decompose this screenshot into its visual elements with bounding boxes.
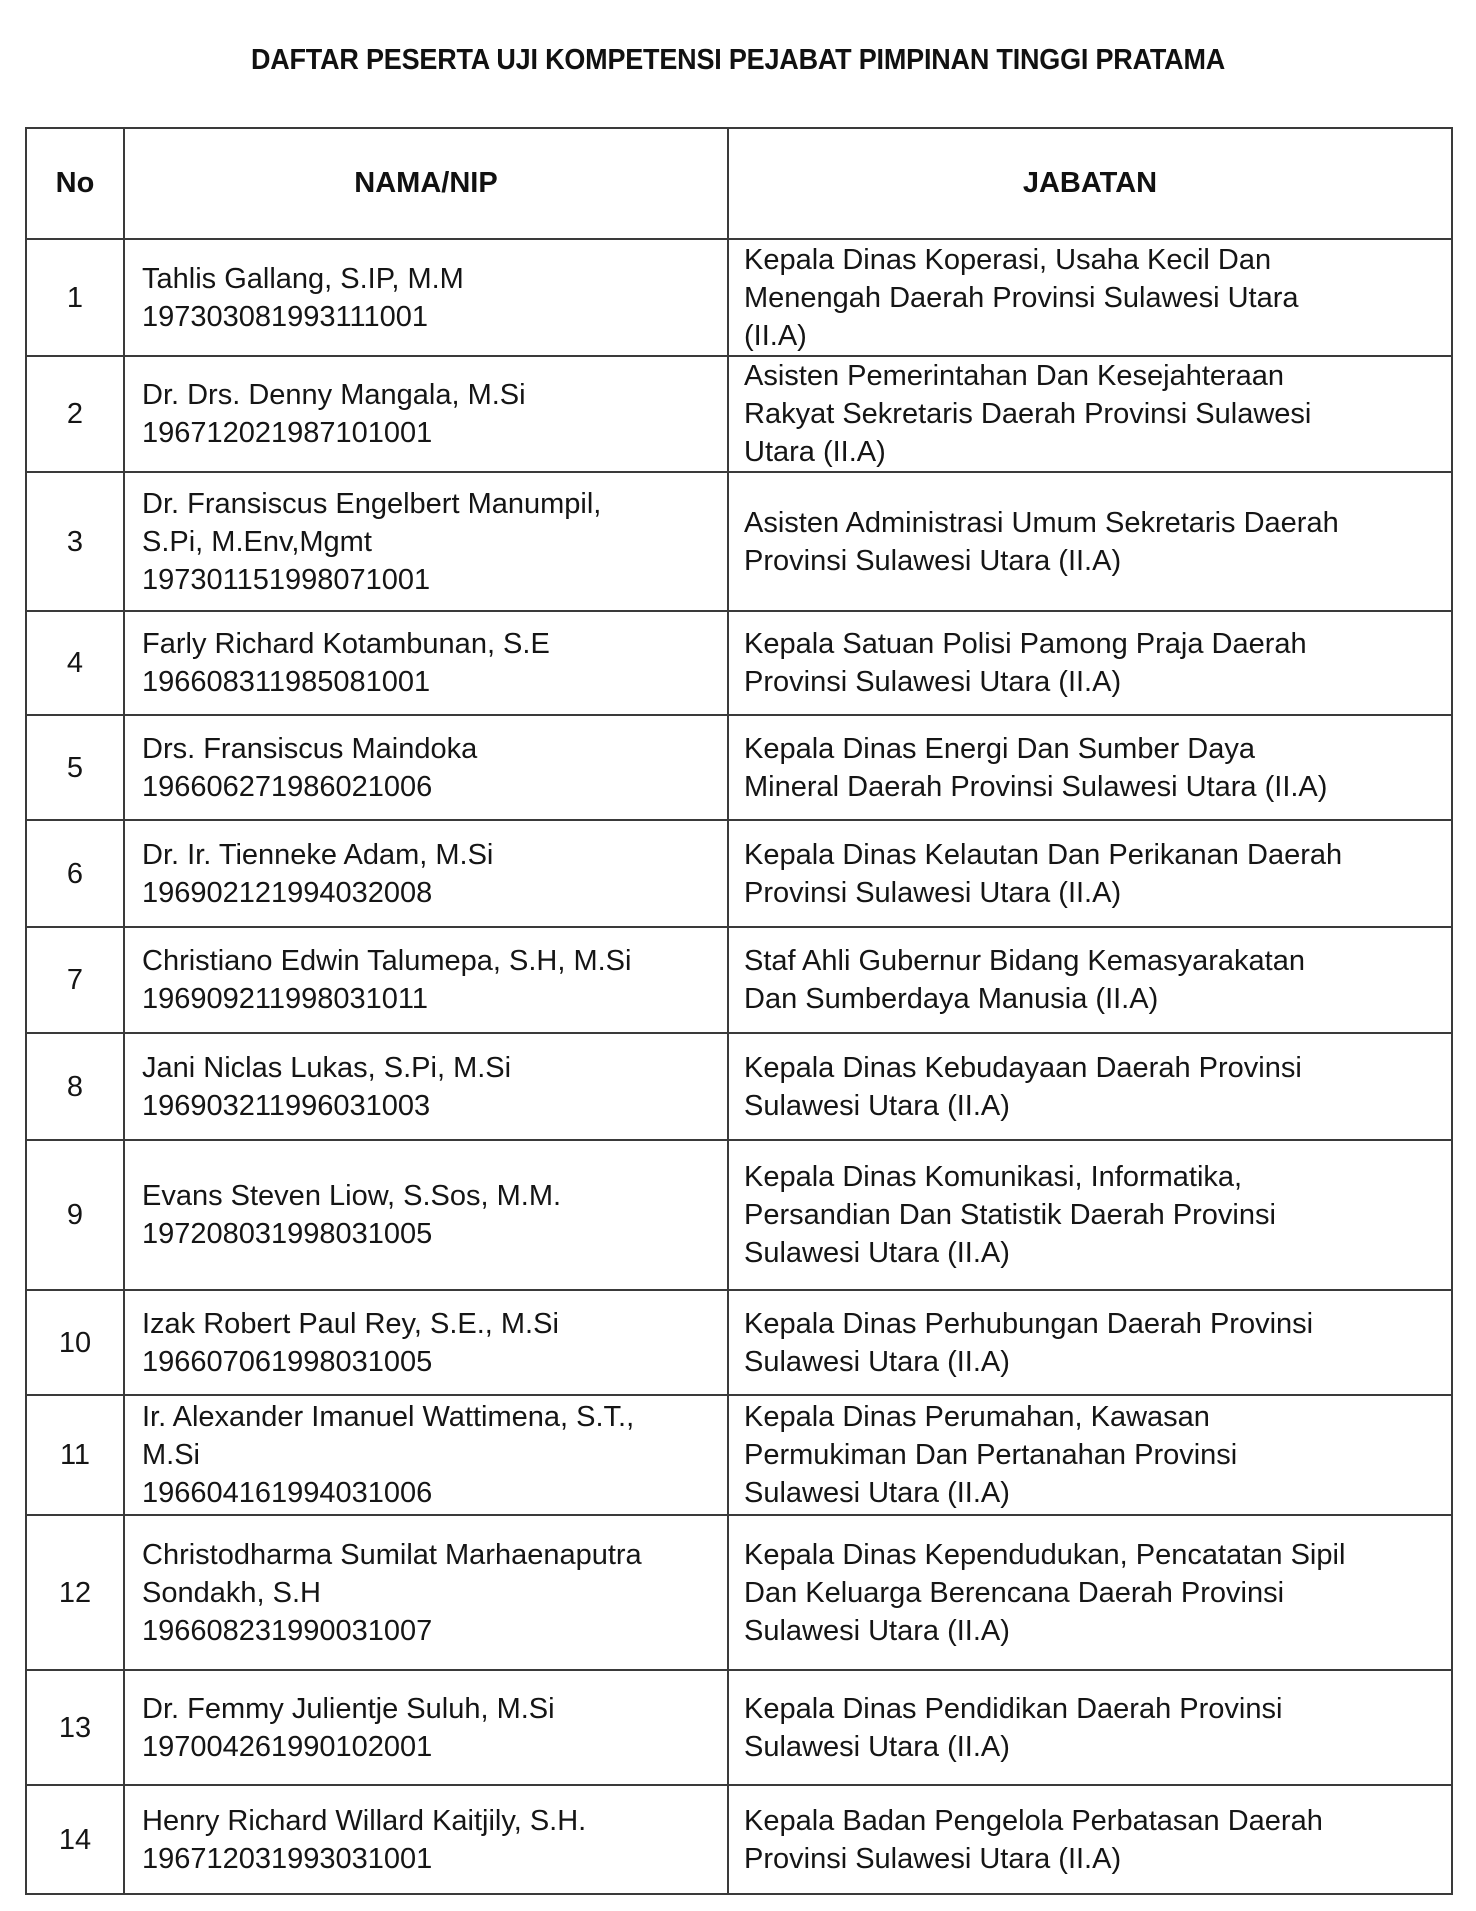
jabatan-line: Asisten Pemerintahan Dan Kesejahteraan bbox=[744, 360, 1285, 392]
nama-nip-cell bbox=[124, 356, 728, 472]
participant-name-line: Dr. Femmy Julientje Suluh, M.Si bbox=[142, 1692, 555, 1725]
participant-name-line: Izak Robert Paul Rey, S.E., M.Si bbox=[142, 1307, 559, 1340]
jabatan-line: Kepala Dinas Perhubungan Daerah Provinsi bbox=[744, 1307, 1314, 1340]
jabatan-line: Menengah Daerah Provinsi Sulawesi Utara bbox=[744, 281, 1299, 314]
participant-nip: 197303081993111001 bbox=[142, 300, 429, 333]
table-row bbox=[26, 1515, 1452, 1670]
header-nama-nip: NAMA/NIP bbox=[124, 128, 728, 239]
jabatan-line: Sulawesi Utara (II.A) bbox=[744, 1345, 1010, 1378]
participant-nip: 196909211998031011 bbox=[142, 983, 429, 1015]
row-number: 9 bbox=[26, 1140, 124, 1290]
jabatan-line: Sulawesi Utara (II.A) bbox=[744, 1614, 1010, 1647]
participant-nip: 197301151998071001 bbox=[142, 563, 431, 596]
jabatan-line: Kepala Dinas Pendidikan Daerah Provinsi bbox=[744, 1692, 1283, 1725]
jabatan-line: Provinsi Sulawesi Utara (II.A) bbox=[744, 876, 1122, 909]
table-row bbox=[26, 1395, 1452, 1515]
nama-nip-cell bbox=[124, 472, 728, 611]
jabatan-line: Kepala Dinas Koperasi, Usaha Kecil Dan bbox=[744, 243, 1272, 276]
jabatan-cell bbox=[728, 1395, 1452, 1515]
table-header-row bbox=[26, 128, 1452, 239]
jabatan-line: Utara (II.A) bbox=[744, 436, 886, 468]
jabatan-cell bbox=[728, 927, 1452, 1033]
jabatan-line: Staf Ahli Gubernur Bidang Kemasyarakatan bbox=[744, 945, 1305, 977]
nama-nip-cell bbox=[124, 239, 728, 356]
participant-name-line: Dr. Drs. Denny Mangala, M.Si bbox=[142, 379, 526, 411]
jabatan-cell bbox=[728, 715, 1452, 820]
jabatan-line: Provinsi Sulawesi Utara (II.A) bbox=[744, 544, 1122, 577]
participant-nip: 196902121994032008 bbox=[142, 876, 433, 909]
row-number: 8 bbox=[26, 1033, 124, 1140]
participant-nip: 196604161994031006 bbox=[142, 1477, 433, 1509]
participant-nip: 196608311985081001 bbox=[142, 666, 431, 698]
participant-name-line: M.Si bbox=[142, 1439, 200, 1471]
table-row bbox=[26, 1670, 1452, 1785]
row-number: 4 bbox=[26, 611, 124, 715]
participant-name-line: Jani Niclas Lukas, S.Pi, M.Si bbox=[142, 1051, 512, 1084]
nama-nip-cell bbox=[124, 1785, 728, 1894]
table-row bbox=[26, 356, 1452, 472]
table-row bbox=[26, 820, 1452, 927]
nama-nip-cell bbox=[124, 1670, 728, 1785]
nama-nip-cell bbox=[124, 1140, 728, 1290]
nama-nip-cell bbox=[124, 927, 728, 1033]
participant-nip: 196606271986021006 bbox=[142, 770, 433, 803]
jabatan-line: Kepala Dinas Kelautan Dan Perikanan Daerah bbox=[744, 838, 1343, 871]
row-number: 2 bbox=[26, 356, 124, 472]
participant-name-line: S.Pi, M.Env,Mgmt bbox=[142, 525, 372, 558]
participant-name-line: Christiano Edwin Talumepa, S.H, M.Si bbox=[142, 945, 632, 977]
jabatan-line: Kepala Dinas Komunikasi, Informatika, bbox=[744, 1161, 1243, 1193]
table-row bbox=[26, 472, 1452, 611]
nama-nip-cell bbox=[124, 1515, 728, 1670]
jabatan-line: Sulawesi Utara (II.A) bbox=[744, 1237, 1010, 1269]
jabatan-cell bbox=[728, 1515, 1452, 1670]
jabatan-cell bbox=[728, 1670, 1452, 1785]
participant-nip: 196712021987101001 bbox=[142, 417, 433, 449]
participant-name-line: Tahlis Gallang, S.IP, M.M bbox=[142, 262, 464, 295]
participant-name-line: Sondakh, S.H bbox=[142, 1576, 321, 1609]
jabatan-cell bbox=[728, 239, 1452, 356]
participant-name-line: Henry Richard Willard Kaitjily, S.H. bbox=[142, 1804, 587, 1837]
row-number: 10 bbox=[26, 1290, 124, 1395]
jabatan-line: Dan Sumberdaya Manusia (II.A) bbox=[744, 983, 1159, 1015]
participant-name-line: Evans Steven Liow, S.Sos, M.M. bbox=[142, 1180, 562, 1212]
jabatan-line: Kepala Satuan Polisi Pamong Praja Daerah bbox=[744, 628, 1307, 660]
table-body bbox=[26, 239, 1452, 1894]
nama-nip-cell bbox=[124, 715, 728, 820]
row-number: 6 bbox=[26, 820, 124, 927]
jabatan-cell bbox=[728, 611, 1452, 715]
table-row bbox=[26, 1785, 1452, 1894]
participant-name-line: Ir. Alexander Imanuel Wattimena, S.T., bbox=[142, 1401, 635, 1433]
jabatan-cell bbox=[728, 1033, 1452, 1140]
jabatan-cell bbox=[728, 472, 1452, 611]
row-number: 14 bbox=[26, 1785, 124, 1894]
jabatan-line: Provinsi Sulawesi Utara (II.A) bbox=[744, 1842, 1122, 1875]
table-row bbox=[26, 611, 1452, 715]
nama-nip-cell bbox=[124, 820, 728, 927]
row-number: 3 bbox=[26, 472, 124, 611]
participant-nip: 196903211996031003 bbox=[142, 1089, 431, 1122]
participant-nip: 197208031998031005 bbox=[142, 1218, 433, 1250]
nama-nip-cell bbox=[124, 611, 728, 715]
jabatan-line: Sulawesi Utara (II.A) bbox=[744, 1730, 1010, 1763]
jabatan-line: (II.A) bbox=[744, 319, 807, 352]
jabatan-line: Dan Keluarga Berencana Daerah Provinsi bbox=[744, 1576, 1285, 1609]
row-number: 1 bbox=[26, 239, 124, 356]
row-number: 11 bbox=[26, 1395, 124, 1515]
jabatan-line: Persandian Dan Statistik Daerah Provinsi bbox=[744, 1199, 1276, 1231]
header-no: No bbox=[26, 128, 124, 239]
row-number: 13 bbox=[26, 1670, 124, 1785]
participant-nip: 196712031993031001 bbox=[142, 1842, 433, 1875]
jabatan-cell bbox=[728, 1785, 1452, 1894]
header-jabatan: JABATAN bbox=[728, 128, 1452, 239]
jabatan-line: Kepala Dinas Kependudukan, Pencatatan Sipil bbox=[744, 1538, 1346, 1571]
participant-name-line: Farly Richard Kotambunan, S.E bbox=[142, 628, 550, 660]
participant-name-line: Drs. Fransiscus Maindoka bbox=[142, 732, 478, 765]
jabatan-line: Kepala Dinas Perumahan, Kawasan bbox=[744, 1401, 1210, 1433]
participant-nip: 196607061998031005 bbox=[142, 1345, 433, 1378]
table-row bbox=[26, 1290, 1452, 1395]
nama-nip-cell bbox=[124, 1290, 728, 1395]
jabatan-line: Sulawesi Utara (II.A) bbox=[744, 1477, 1010, 1509]
row-number: 7 bbox=[26, 927, 124, 1033]
nama-nip-cell bbox=[124, 1395, 728, 1515]
jabatan-line: Asisten Administrasi Umum Sekretaris Daerah bbox=[744, 506, 1339, 539]
row-number: 12 bbox=[26, 1515, 124, 1670]
table-row bbox=[26, 1033, 1452, 1140]
jabatan-cell bbox=[728, 356, 1452, 472]
jabatan-line: Provinsi Sulawesi Utara (II.A) bbox=[744, 666, 1122, 698]
participant-nip: 196608231990031007 bbox=[142, 1614, 433, 1647]
jabatan-line: Rakyat Sekretaris Daerah Provinsi Sulawesi bbox=[744, 398, 1312, 430]
table-row bbox=[26, 927, 1452, 1033]
document-title: DAFTAR PESERTA UJI KOMPETENSI PEJABAT PIMPINAN TINGGI PRATAMA bbox=[250, 44, 1226, 76]
participant-nip: 197004261990102001 bbox=[142, 1730, 433, 1763]
participant-table bbox=[25, 127, 1453, 1895]
table-row bbox=[26, 1140, 1452, 1290]
jabatan-cell bbox=[728, 1290, 1452, 1395]
nama-nip-cell bbox=[124, 1033, 728, 1140]
participant-name-line: Christodharma Sumilat Marhaenaputra bbox=[142, 1538, 642, 1571]
jabatan-line: Sulawesi Utara (II.A) bbox=[744, 1089, 1010, 1122]
participant-name-line: Dr. Ir. Tienneke Adam, M.Si bbox=[142, 838, 494, 871]
jabatan-cell bbox=[728, 820, 1452, 927]
jabatan-line: Kepala Badan Pengelola Perbatasan Daerah bbox=[744, 1804, 1323, 1837]
table-row bbox=[26, 239, 1452, 356]
jabatan-line: Kepala Dinas Energi Dan Sumber Daya bbox=[744, 732, 1255, 765]
table-row bbox=[26, 715, 1452, 820]
jabatan-line: Kepala Dinas Kebudayaan Daerah Provinsi bbox=[744, 1051, 1302, 1084]
jabatan-line: Permukiman Dan Pertanahan Provinsi bbox=[744, 1439, 1238, 1471]
participant-name-line: Dr. Fransiscus Engelbert Manumpil, bbox=[142, 487, 602, 520]
row-number: 5 bbox=[26, 715, 124, 820]
jabatan-line: Mineral Daerah Provinsi Sulawesi Utara (II.A) bbox=[744, 770, 1328, 803]
jabatan-cell bbox=[728, 1140, 1452, 1290]
